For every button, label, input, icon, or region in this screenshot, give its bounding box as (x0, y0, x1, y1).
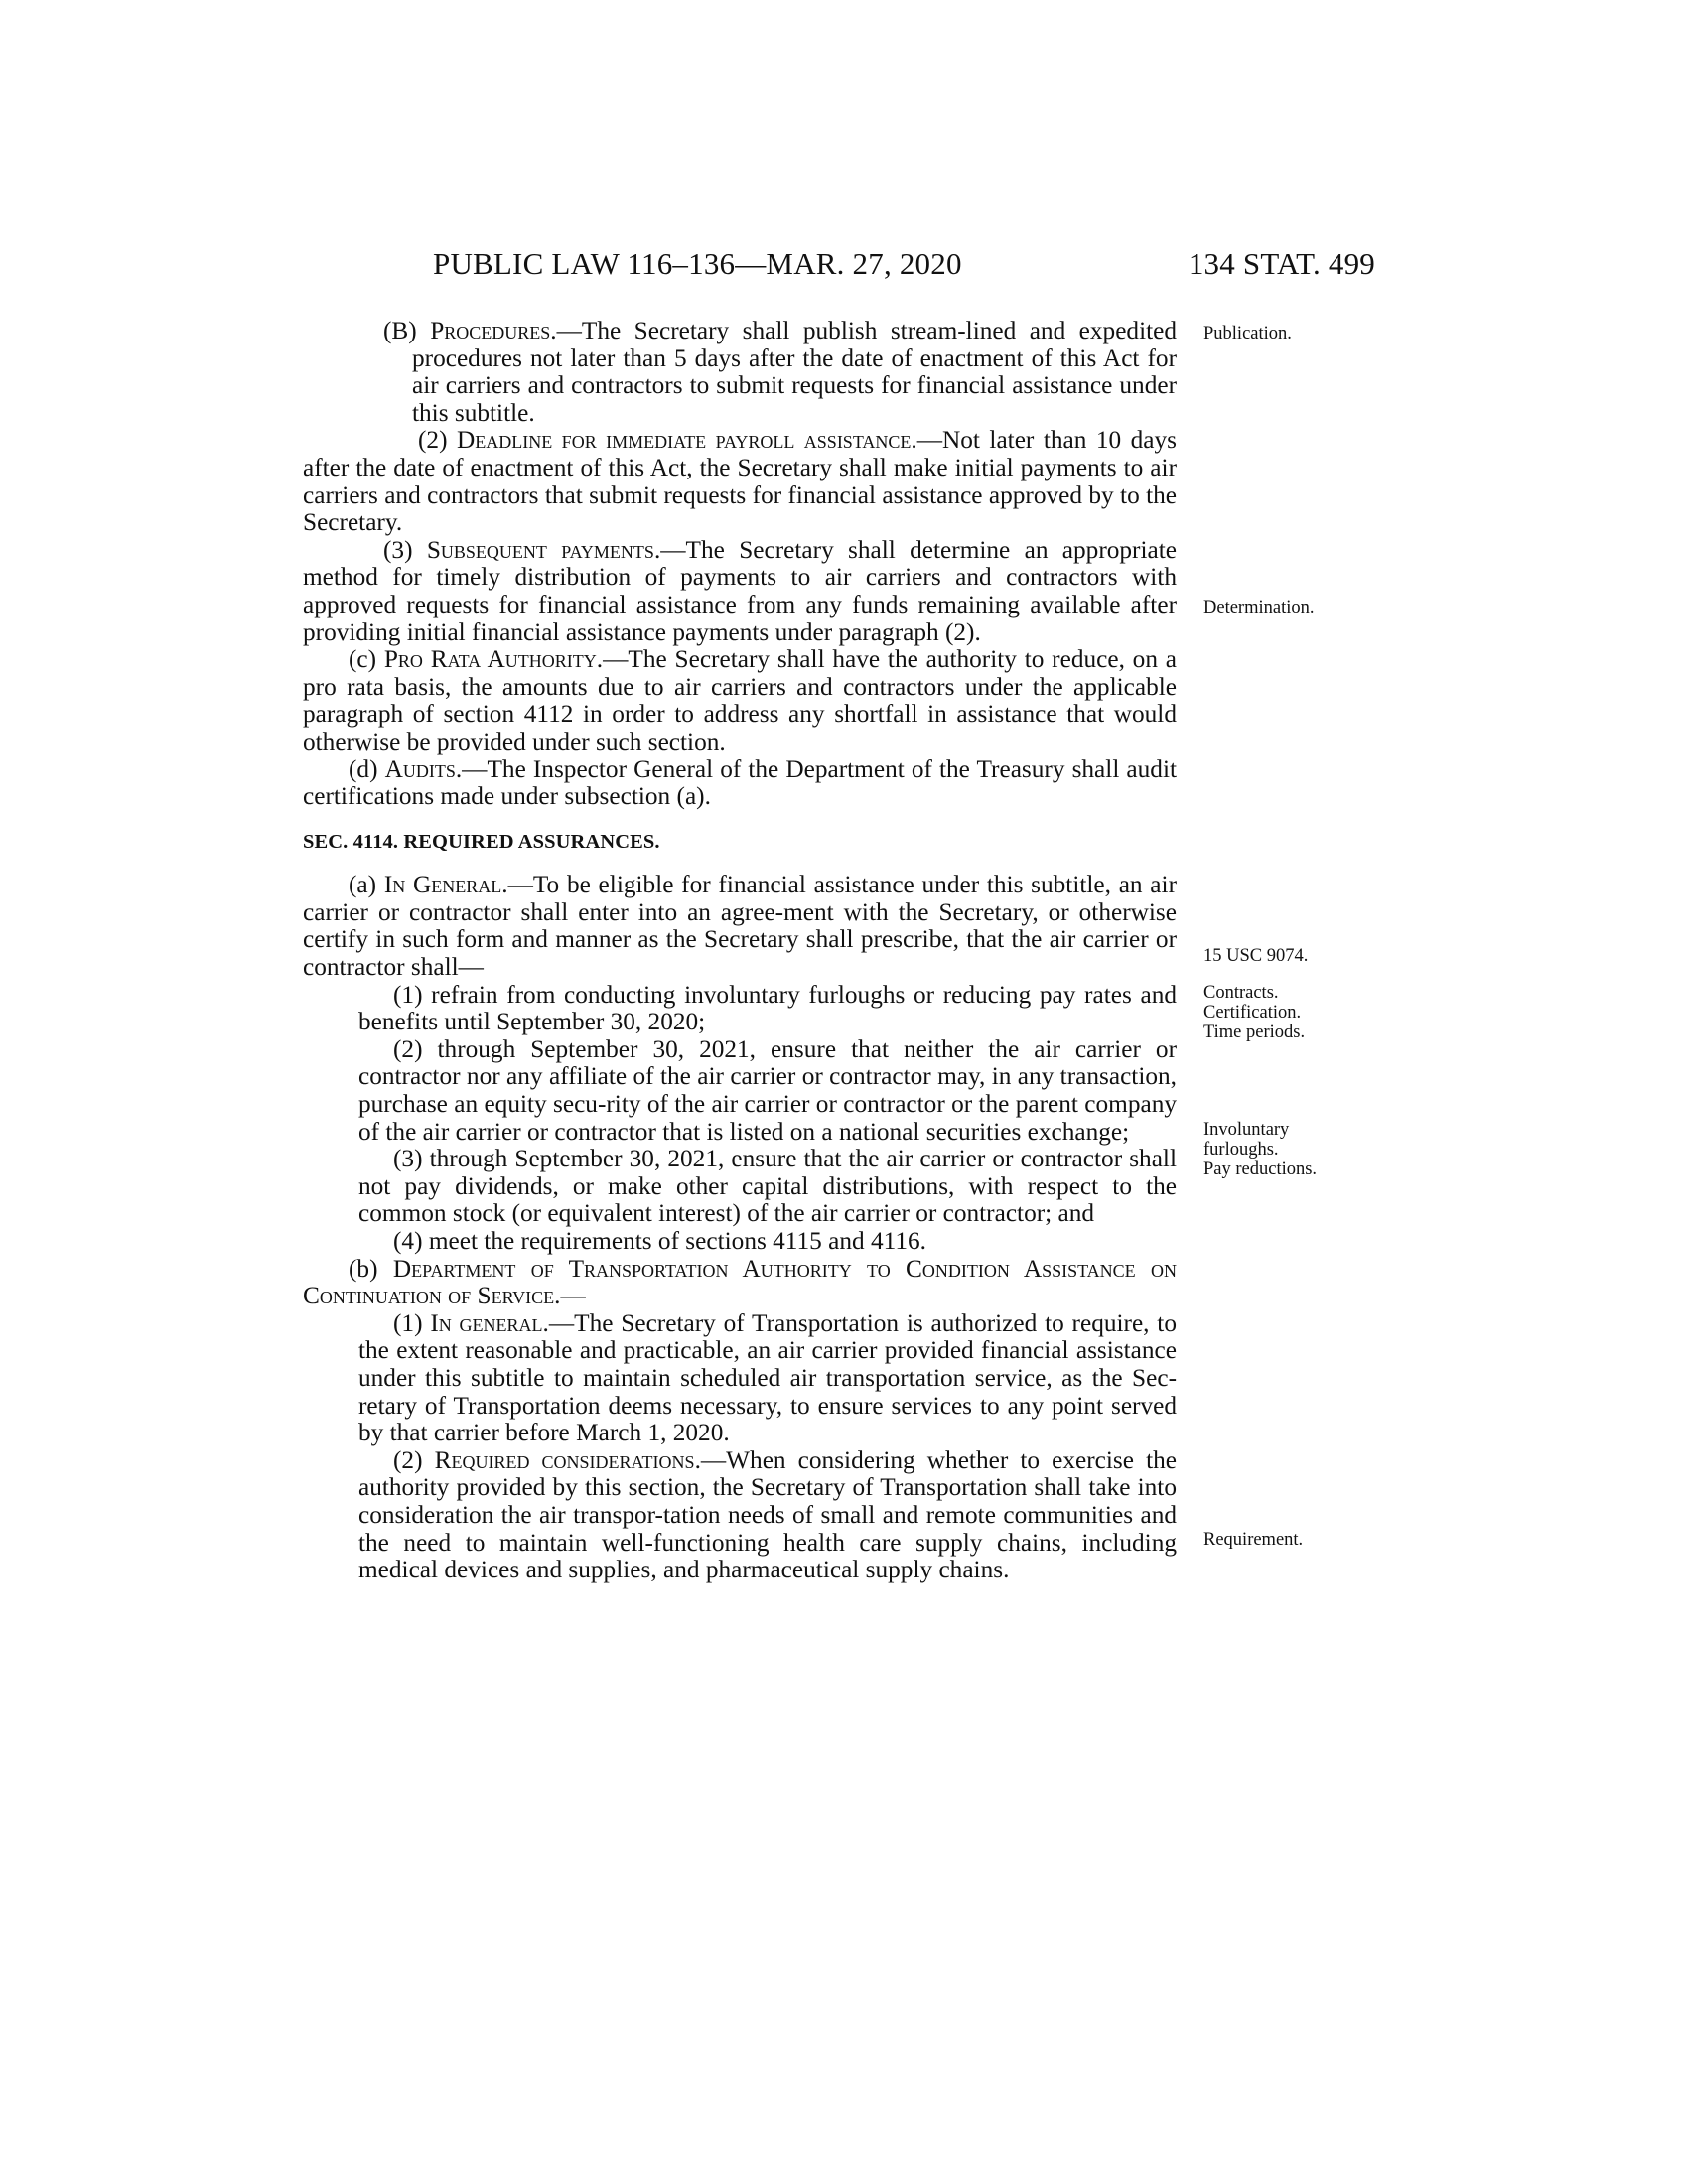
para-a-4: (4) meet the requirements of sections 4115 and 4116. (393, 1227, 926, 1255)
statute-page-number: 134 STAT. 499 (1188, 246, 1375, 281)
margin-note-determination: Determination. (1203, 598, 1315, 617)
para-a-1: (1) refrain from conducting involuntary furloughs or reducing pay rates and benefits until September 30, 2020; (358, 980, 1177, 1036)
para-text: .—To be eligible for financial assistance under this subtitle, an air carrier or contractor shall enter into an agree-ment with the Secretary, or otherwise certify in such form and manner as the Secretary shall prescribe, that the air carrier or contractor shall— (303, 871, 1177, 982)
margin-note-contracts (1203, 983, 1352, 1042)
margin-note-pay-reductions-line: Pay reductions. (1203, 1160, 1318, 1179)
para-label: (B) (383, 317, 431, 344)
para-heading: Required considerations (434, 1445, 695, 1474)
margin-note-involuntary-furloughs (1203, 1120, 1352, 1179)
margin-note-requirement: Requirement. (1203, 1530, 1304, 1550)
para-label: (2) (393, 1445, 435, 1474)
para-heading: Procedures (430, 317, 551, 344)
para-label: (1) (393, 1308, 431, 1337)
para-3-subsequent-payments (303, 537, 1177, 646)
para-text: .— (554, 1282, 586, 1310)
para-heading: Department of Transportation Authority to Condition Assistance on Continuation of Service (303, 1254, 1177, 1310)
margin-note-usc: 15 USC 9074. (1203, 946, 1309, 966)
para-label: (a) (349, 871, 384, 899)
para-b-2-considerations (303, 1447, 1177, 1584)
para-heading: In General (383, 871, 502, 899)
para-heading: Subsequent payments (426, 535, 654, 564)
statute-body (303, 318, 1177, 1584)
para-text: .—The Secretary shall publish stream-lined and expedited procedures not later than 5 days after the date of enactment of this Act for air carriers and contractors to submit requests for financial assistance under this subtitle. (412, 317, 1178, 427)
para-label: (d) (349, 754, 385, 783)
margin-note-furloughs-line: furloughs. (1203, 1140, 1279, 1160)
para-text: .—When considering whether to exercise the authority provided by this section, the Secretary of Transportation shall take into consideration the air transpor-tation needs of small and remote communities and the need to maintain well-functioning health care supply chains, including medical devices and supplies, and pharmaceutical supply chains. (358, 1445, 1177, 1584)
para-a-in-general (303, 872, 1177, 981)
para-text: .—The Secretary shall have the authority to reduce, on a pro rata basis, the amounts due to air carriers and contractors under the applicable paragraph of section 4112 in order to address any shortfall in assistance that would otherwise be provided under such section. (303, 645, 1177, 755)
margin-note-time-periods-line: Time periods. (1203, 1023, 1306, 1042)
page-header (303, 246, 1375, 286)
para-label: (3) (383, 535, 427, 564)
margin-note-involuntary-line: Involuntary (1203, 1120, 1290, 1140)
para-c-pro-rata (303, 646, 1177, 755)
margin-note-publication: Publication. (1203, 324, 1292, 343)
para-heading: Deadline for immediate payroll assistance (456, 426, 912, 455)
para-b-procedures (303, 318, 1177, 427)
public-law-citation: PUBLIC LAW 116–136—MAR. 27, 2020 (433, 246, 962, 281)
para-text: .—The Secretary shall determine an appropriate method for timely distribution of payments to air carriers and contractors with approved requests for financial assistance from any funds remaining available after providing initial financial assistance payments under paragraph (2). (303, 535, 1177, 646)
para-heading: Audits (384, 754, 456, 783)
para-heading: In general (430, 1308, 543, 1337)
para-label: (c) (349, 645, 384, 674)
para-text: .—The Secretary of Transportation is authorized to require, to the extent reasonable and practicable, an air carrier provided financial assistance under this subtitle to maintain scheduled air transportation service, as the Sec-retary of Transportation deems necessary, to ensure services to any point served by that carrier before March 1, 2020. (358, 1308, 1177, 1447)
para-a-3: (3) through September 30, 2021, ensure that the air carrier or contractor shall not pay dividends, or make other capital distributions, with respect to the common stock (or equivalent interest) of the air carrier or contractor; and (358, 1145, 1177, 1228)
para-text: .—Not later than 10 days after the date of enactment of this Act, the Secretary shall make initial payments to air carriers and contractors that submit requests for financial assistance approved by to the Secretary. (303, 426, 1177, 537)
margin-note-certification-line: Certification. (1203, 1003, 1302, 1023)
para-label: (b) (349, 1254, 393, 1283)
para-a-2: (2) through September 30, 2021, ensure that neither the air carrier or contractor nor any affiliate of the air carrier or contractor may, in any transaction, purchase an equity secu-rity of the air carrier or contractor or the parent company of the air carrier or contractor that is listed on a national securities exchange; (358, 1034, 1177, 1146)
para-2-deadline (303, 427, 1177, 536)
para-heading: Pro Rata Authority (383, 645, 597, 674)
para-b-1-in-general (303, 1310, 1177, 1447)
para-text: .—The Inspector General of the Department of the Treasury shall audit certifications made under subsection (a). (303, 754, 1177, 811)
para-d-audits (303, 756, 1177, 811)
margin-note-contracts-line: Contracts. (1203, 983, 1279, 1003)
para-label: (2) (418, 426, 457, 455)
para-b-dot-authority (303, 1256, 1177, 1310)
section-heading: SEC. 4114. REQUIRED ASSURANCES. (303, 830, 660, 853)
